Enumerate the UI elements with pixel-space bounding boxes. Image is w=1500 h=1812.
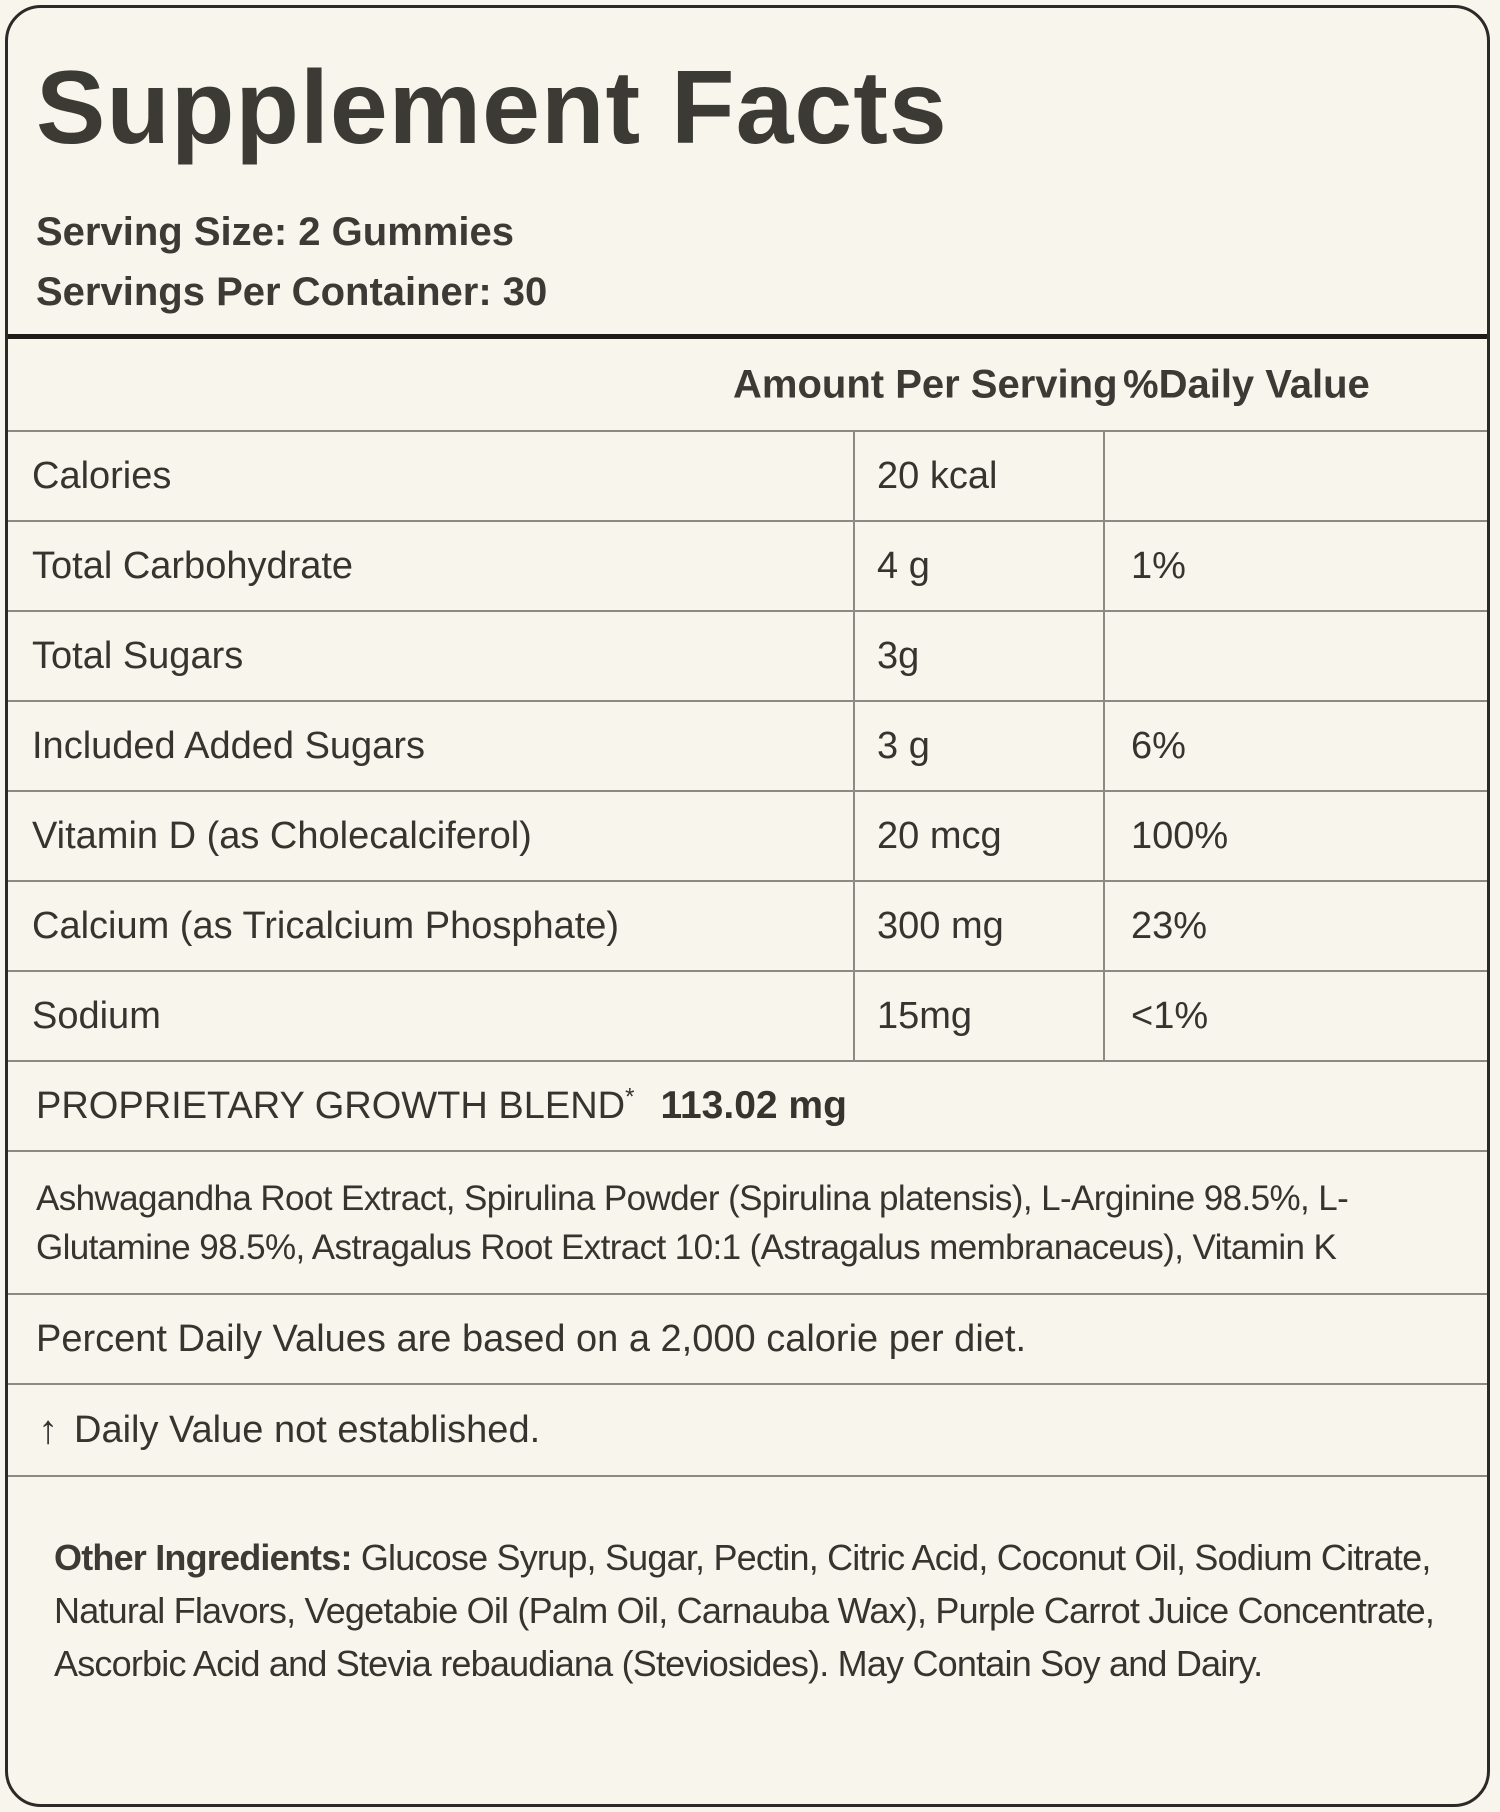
- nutrient-name: Total Sugars: [8, 612, 853, 702]
- nutrient-amount: 3g: [853, 612, 1103, 702]
- nutrient-amount: 15mg: [853, 972, 1103, 1062]
- nutrient-dv: [1103, 432, 1487, 522]
- blend-ingredients-text: Ashwagandha Root Extract, Spirulina Powder (Spirulina platensis), L-Arginine 98.5%, L-Glutamine 98.5%, Astragalus Root Extract 10:1 (Astragalus membranaceus), Vitamin K: [8, 1152, 1487, 1295]
- nutrient-amount: 3 g: [853, 702, 1103, 792]
- serving-size-text: Serving Size: 2 Gummies: [36, 210, 514, 254]
- up-arrow-icon: ↑: [38, 1407, 58, 1452]
- nutrient-dv: 23%: [1103, 882, 1487, 972]
- nutrient-name: Total Carbohydrate: [8, 522, 853, 612]
- blend-asterisk: *: [625, 1082, 635, 1110]
- proprietary-blend-name: PROPRIETARY GROWTH BLEND*: [36, 1082, 635, 1127]
- nutrient-amount: 20 mcg: [853, 792, 1103, 882]
- percent-dv-footnote: Percent Daily Values are based on a 2,000 calorie per diet.: [8, 1295, 1487, 1385]
- nutrient-dv: [1103, 612, 1487, 702]
- nutrient-dv: 100%: [1103, 792, 1487, 882]
- column-header-amount: Amount Per Serving: [733, 362, 1118, 406]
- dv-not-established-text: Daily Value not established.: [74, 1408, 541, 1451]
- nutrient-amount: 20 kcal: [853, 432, 1103, 522]
- nutrient-name: Calories: [8, 432, 853, 522]
- column-header-daily-value: %Daily Value: [1123, 362, 1370, 406]
- page-title: Supplement Facts: [36, 50, 948, 166]
- nutrient-name: Vitamin D (as Cholecalciferol): [8, 792, 853, 882]
- nutrient-table: [8, 432, 1487, 1062]
- nutrient-name: Sodium: [8, 972, 853, 1062]
- nutrient-dv: 6%: [1103, 702, 1487, 792]
- other-ingredients-text: Glucose Syrup, Sugar, Pectin, Citric Acid, Coconut Oil, Sodium Citrate, Natural Flavors, Vegetabie Oil (Palm Oil, Carnauba Wax), Purple Carrot Juice Concentrate, Ascorbic Acid and Stevia rebaudiana (Steviosides). May Contain Soy and Dairy.: [54, 1537, 1435, 1684]
- nutrient-amount: 300 mg: [853, 882, 1103, 972]
- other-ingredients-paragraph: [8, 1477, 1487, 1690]
- servings-per-container-text: Servings Per Container: 30: [36, 270, 548, 314]
- nutrient-name: Calcium (as Tricalcium Phosphate): [8, 882, 853, 972]
- proprietary-blend-row: [8, 1062, 1487, 1152]
- other-ingredients-label: Other Ingredients:: [54, 1537, 352, 1578]
- nutrient-dv: 1%: [1103, 522, 1487, 612]
- nutrient-amount: 4 g: [853, 522, 1103, 612]
- supplement-facts-panel: [5, 5, 1490, 1807]
- proprietary-blend-amount: 113.02 mg: [660, 1084, 847, 1127]
- nutrient-name: Included Added Sugars: [8, 702, 853, 792]
- table-header-row: [8, 339, 1487, 432]
- dv-not-established-footnote: [8, 1385, 1487, 1477]
- nutrient-dv: <1%: [1103, 972, 1487, 1062]
